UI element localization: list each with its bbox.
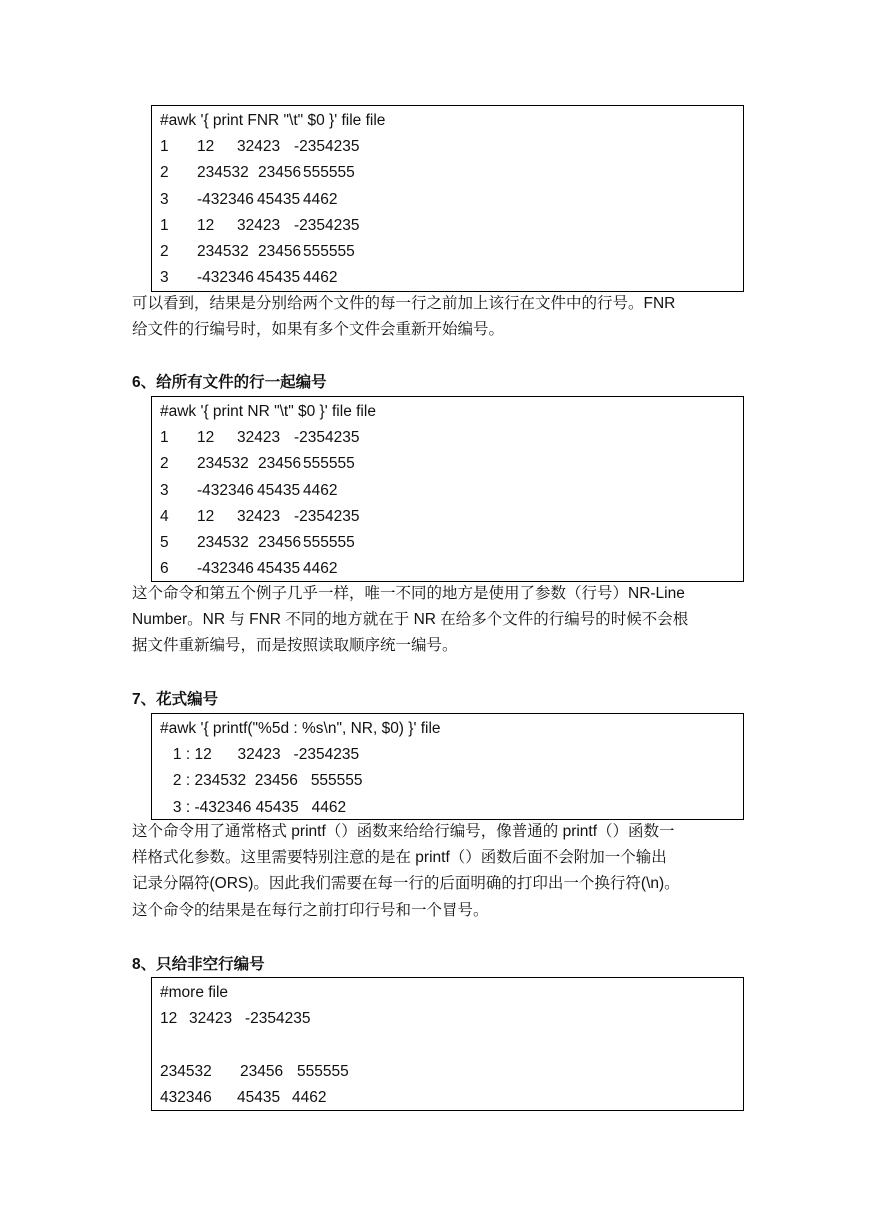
- output-row: 5 234532 23456 555555: [160, 533, 355, 551]
- output-row: 1 12 32423 -2354235: [160, 138, 360, 156]
- section-heading-8: 8、只给非空行编号: [132, 956, 265, 973]
- command-line: #awk '{ print FNR "\t" $0 }' file file: [160, 112, 386, 129]
- output-row: 432346 45435 4462: [160, 1088, 327, 1106]
- paragraph-printf-explanation: 这个命令用了通常格式 printf（）函数来给给行编号，像普通的 printf（）函数一 样格式化参数。这里需要特别注意的是在 printf（）函数后面不会附加一个输出 记录分隔符(ORS)。因此我们需要在每一行的后面明确的打印出一个换行符(\n)。 这个命令的结果是在每行之前打印行号和一个冒号。: [132, 823, 680, 919]
- paragraph-fnr-explanation: 可以看到，结果是分别给两个文件的每一行之前加上该行在文件中的行号。FNR 给文件的行编号时，如果有多个文件会重新开始编号。: [132, 295, 676, 339]
- command-line: #more file: [160, 984, 229, 1001]
- section-heading-7: 7、花式编号: [132, 691, 219, 708]
- output-row: 2 234532 23456 555555: [160, 455, 355, 473]
- code-block-nr: [151, 396, 744, 582]
- command-line: #awk '{ print NR "\t" $0 }' file file: [160, 403, 376, 420]
- empty-row: [160, 1032, 743, 1058]
- paragraph-nr-explanation: 这个命令和第五个例子几乎一样，唯一不同的地方是使用了参数（行号）NR-Line Number。NR 与 FNR 不同的地方就在于 NR 在给多个文件的行编号的时候不会根 据文件重新编号，而是按照读取顺序统一编号。: [132, 585, 689, 655]
- output-row: 1 12 32423 -2354235: [160, 429, 360, 447]
- output-row: 234532 23456 555555: [160, 1062, 349, 1080]
- output-row: 12 32423 -2354235: [160, 1010, 311, 1028]
- section-heading-6: 6、给所有文件的行一起编号: [132, 374, 327, 391]
- output-row: 1 : 12 32423 -2354235: [160, 746, 360, 764]
- code-block-more: [151, 977, 744, 1111]
- output-row: 2 234532 23456 555555: [160, 164, 355, 182]
- command-line: #awk '{ printf("%5d : %s\n", NR, $0) }' file: [160, 720, 441, 737]
- output-row: 6 -432346 45435 4462: [160, 560, 338, 578]
- output-row: 2 234532 23456 555555: [160, 242, 355, 260]
- output-row: 1 12 32423 -2354235: [160, 216, 360, 234]
- output-row: 3 -432346 45435 4462: [160, 481, 338, 499]
- output-row: 3 -432346 45435 4462: [160, 190, 338, 208]
- output-row: 4 12 32423 -2354235: [160, 507, 360, 525]
- output-row: 3 : -432346 45435 4462: [160, 798, 347, 816]
- output-row: 2 : 234532 23456 555555: [160, 772, 363, 790]
- output-row: 3 -432346 45435 4462: [160, 269, 338, 287]
- code-block-printf: [151, 713, 744, 820]
- code-block-fnr: [151, 105, 744, 292]
